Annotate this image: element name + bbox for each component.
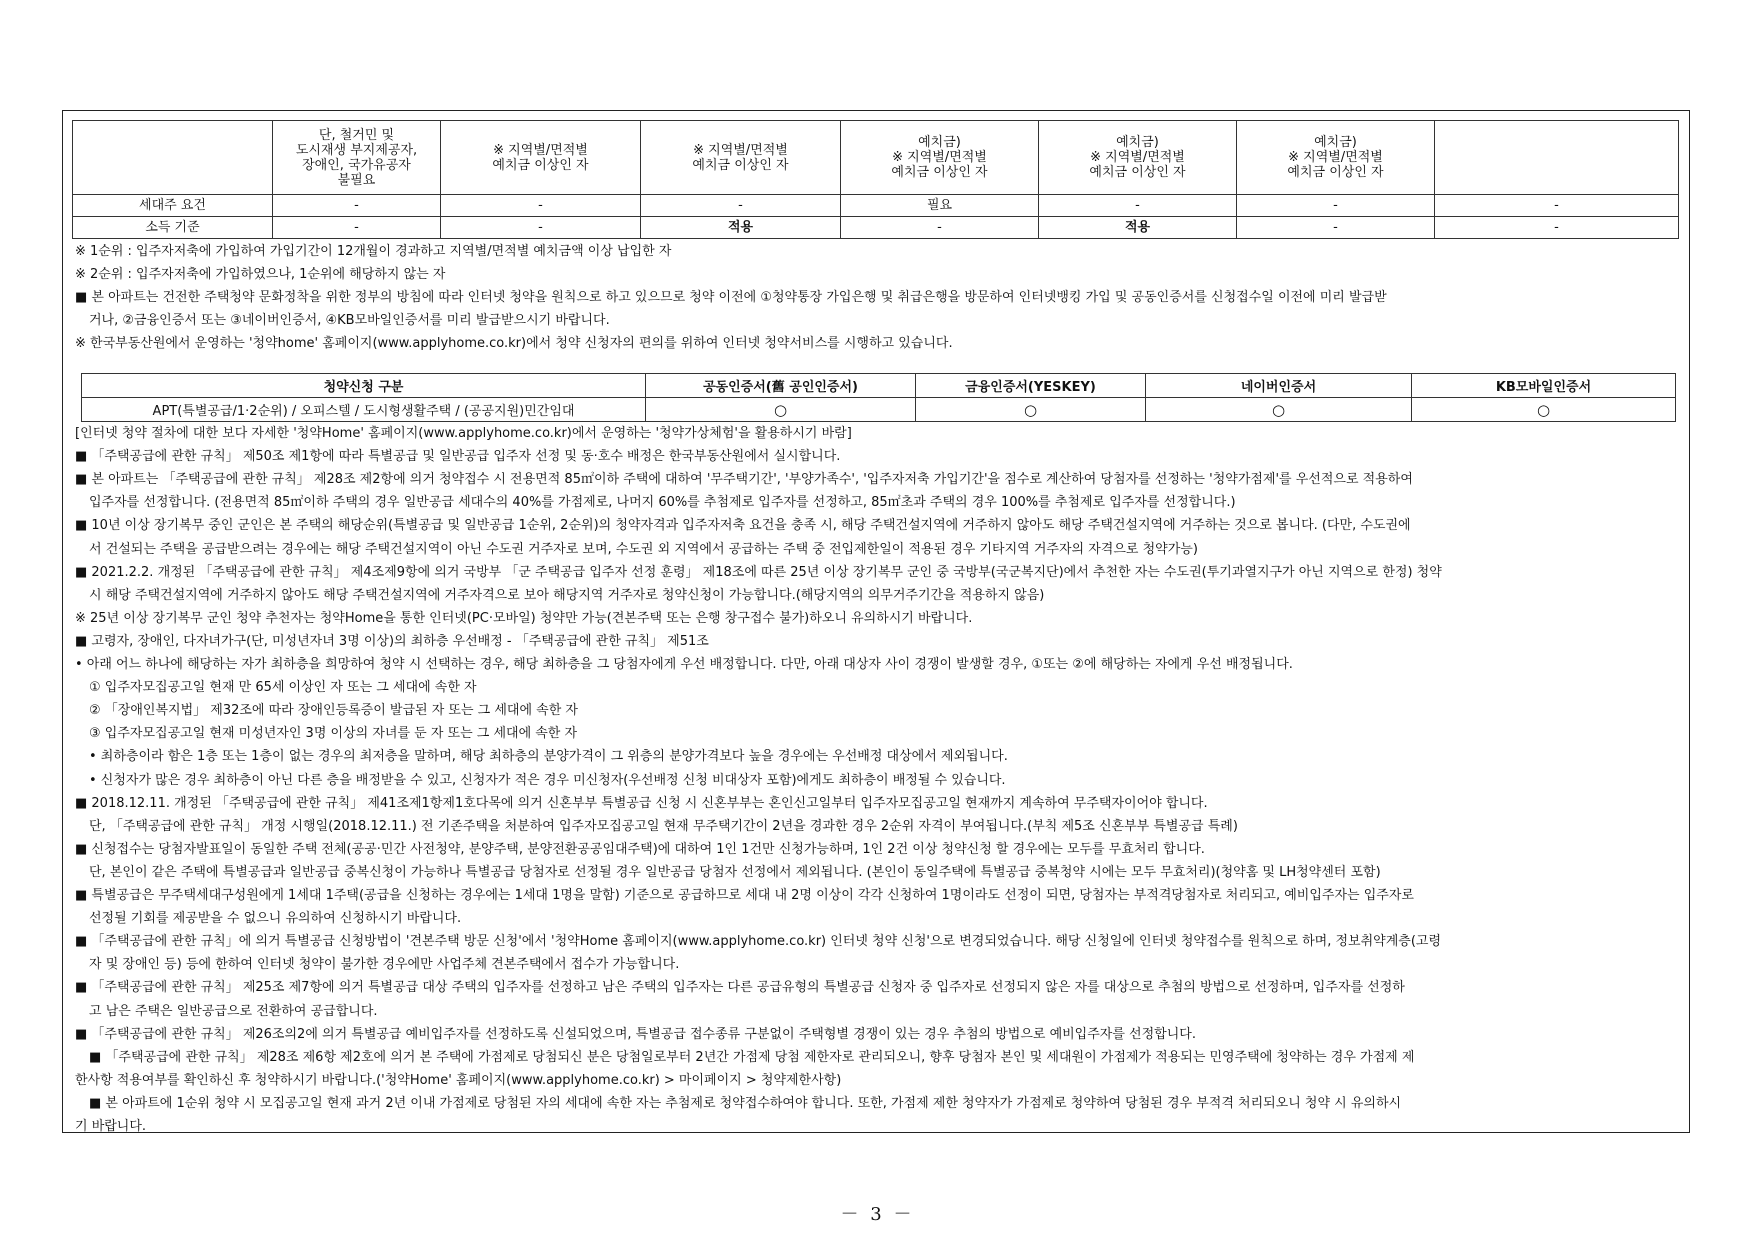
body-line: ■ 신청접수는 당첨자발표일이 동일한 주택 전체(공공·민간 사전청약, 분양주택, 분양전환공공임대주택)에 대하여 1인 1건만 신청가능하며, 1인 2건 이상 청약신청 할 경우에는 모두를 무효처리 합니다.	[75, 841, 1205, 857]
table-cell: ○	[916, 398, 1146, 422]
table-cell: -	[441, 195, 641, 217]
body-line: ■ 본 아파트는 「주택공급에 관한 규칙」 제28조 제2항에 의거 청약접수 시 전용면적 85㎡이하 주택에 대하여 '무주택기간', '부양가족수', '입주자저축 가입기간'을 점수로 계산하여 당첨자를 선정하는 '청약가점제'를 우선적으로 적용하여	[75, 472, 1413, 488]
note-line: ※ 2순위 : 입주자저축에 가입하였으나, 1순위에 해당하지 않는 자	[75, 267, 446, 282]
body-line: 선정될 기회를 제공받을 수 없으니 유의하여 신청하시기 바랍니다.	[89, 911, 462, 927]
body-line: 한사항 적용여부를 확인하신 후 청약하시기 바랍니다.('청약Home' 홈페이지(www.applyhome.co.kr) > 마이페이지 > 청약제한사항)	[75, 1072, 842, 1088]
body-line: 시 해당 주택건설지역에 거주하지 않아도 해당 주택건설지역에 거주자격으로 보아 해당지역 거주자로 청약신청이 가능합니다.(해당지역의 의무거주기간을 적용하지 않음)	[89, 587, 1045, 603]
table-cell: -	[841, 217, 1039, 239]
body-line: 단, 「주택공급에 관한 규칙」 개정 시행일(2018.12.11.) 전 기존주택을 처분하여 입주자모집공고일 현재 무주택기간이 2년을 경과한 경우 2순위 자격이 부여됩니다.(부칙 제5조 신혼부부 특별공급 특례)	[89, 818, 1238, 834]
body-line: ※ 25년 이상 장기복무 군인 청약 추천자는 청약Home을 통한 인터넷(PC·모바일) 청약만 가능(견본주택 또는 은행 창구접수 불가)하오니 유의하시기 바랍니다.	[75, 610, 973, 626]
body-line: ■ 「주택공급에 관한 규칙」 제26조의2에 의거 특별공급 예비입주자를 선정하도록 신설되었으며, 특별공급 접수종류 구분없이 주택형별 경쟁이 있는 경우 추첨의 방법으로 예비입주자를 선정합니다.	[75, 1026, 1196, 1042]
table-cell: 예치금) ※ 지역별/면적별 예치금 이상인 자	[1237, 121, 1435, 195]
table-cell: 예치금) ※ 지역별/면적별 예치금 이상인 자	[1039, 121, 1237, 195]
table-cell: 예치금) ※ 지역별/면적별 예치금 이상인 자	[841, 121, 1039, 195]
table-cell	[73, 121, 273, 195]
column-header: 청약신청 구분	[82, 374, 646, 398]
body-line: 단, 본인이 같은 주택에 특별공급과 일반공급 중복신청이 가능하나 특별공급 당첨자로 선정될 경우 일반공급 당첨자 선정에서 제외됩니다. (본인이 동일주택에 특별공급 중복청약 시에는 모두 무효처리)(청약홈 및 LH청약센터 포함)	[89, 864, 1381, 880]
body-line: ■ 「주택공급에 관한 규칙」 제25조 제7항에 의거 특별공급 대상 주택의 입주자를 선정하고 남은 주택의 입주자는 다른 공급유형의 특별공급 신청자 중 입주자로 선정되지 않은 자를 대상으로 추첨의 방법으로 선정하며, 입주자를 선정하	[75, 980, 1405, 996]
body-line: 자 및 장애인 등) 등에 한하여 인터넷 청약이 불가한 경우에만 사업주체 견본주택에서 접수가 가능합니다.	[89, 957, 680, 973]
table-cell: APT(특별공급/1·2순위) / 오피스텔 / 도시형생활주택 / (공공지원)민간임대	[82, 398, 646, 422]
body-line: [인터넷 청약 절차에 대한 보다 자세한 '청약Home' 홈페이지(www.applyhome.co.kr)에서 운영하는 '청약가상체험'을 활용하시기 바람]	[75, 426, 852, 441]
table-cell: ○	[1412, 398, 1676, 422]
body-line: ■ 「주택공급에 관한 규칙」 제50조 제1항에 따라 특별공급 및 일반공급 입주자 선정 및 동·호수 배정은 한국부동산원에서 실시합니다.	[75, 449, 841, 465]
table-row	[73, 217, 1679, 239]
table-cell: -	[1039, 195, 1237, 217]
body-line: 기 바랍니다.	[75, 1119, 147, 1134]
certificate-table	[81, 373, 1676, 422]
body-line: ■ 2018.12.11. 개정된 「주택공급에 관한 규칙」 제41조제1항제1호다목에 의거 신혼부부 특별공급 신청 시 신혼부부는 혼인신고일부터 입주자모집공고일 현재까지 계속하여 무주택자이어야 합니다.	[75, 795, 1208, 811]
body-line: ■ 「주택공급에 관한 규칙」에 의거 특별공급 신청방법이 '견본주택 방문 신청'에서 '청약Home 홈페이지(www.applyhome.co.kr) 인터넷 청약 신청'으로 변경되었습니다. 해당 신청일에 인터넷 청약접수를 원칙으로 하며, 정보취약계층(고령	[75, 934, 1442, 950]
note-line: ■ 본 아파트는 건전한 주택청약 문화정착을 위한 정부의 방침에 따라 인터넷 청약을 원칙으로 하고 있으므로 청약 이전에 ①청약통장 가입은행 및 취급은행을 방문하여 인터넷뱅킹 가입 및 공동인증서를 신청접수일 이전에 미리 발급받	[75, 290, 1387, 305]
column-header: 금융인증서(YESKEY)	[916, 374, 1146, 398]
table-cell: -	[641, 195, 841, 217]
body-line: • 신청자가 많은 경우 최하층이 아닌 다른 층을 배정받을 수 있고, 신청자가 적은 경우 미신청자(우선배정 신청 비대상자 포함)에게도 최하층이 배정될 수 있습니다.	[89, 772, 1006, 788]
note-line: 거나, ②금융인증서 또는 ③네이버인증서, ④KB모바일인증서를 미리 발급받으시기 바랍니다.	[89, 313, 610, 328]
table-cell: -	[273, 195, 441, 217]
column-header: KB모바일인증서	[1412, 374, 1676, 398]
body-line: ■ 본 아파트에 1순위 청약 시 모집공고일 현재 과거 2년 이내 가점제로 당첨된 자의 세대에 속한 자는 추첨제로 청약접수하여야 합니다. 또한, 가점제 제한 청약자가 가점제로 청약하여 당첨된 경우 부적격 처리되오니 청약 시 유의하시	[89, 1095, 1402, 1111]
page-frame	[62, 110, 1690, 1133]
table-cell: 단, 철거민 및 도시재생 부지제공자, 장애인, 국가유공자 불필요	[273, 121, 441, 195]
column-header: 공동인증서(舊 공인인증서)	[646, 374, 916, 398]
table-cell: ※ 지역별/면적별 예치금 이상인 자	[441, 121, 641, 195]
body-line: ■ 고령자, 장애인, 다자녀가구(단, 미성년자녀 3명 이상)의 최하층 우선배정 - 「주택공급에 관한 규칙」 제51조	[75, 633, 709, 649]
table-cell: 필요	[841, 195, 1039, 217]
row-label: 세대주 요건	[73, 195, 273, 217]
body-line: • 최하층이라 함은 1층 또는 1층이 없는 경우의 최저층을 말하며, 해당 최하층의 분양가격이 그 위층의 분양가격보다 높을 경우에는 우선배정 대상에서 제외됩니다.	[89, 749, 1008, 765]
body-line: • 아래 어느 하나에 해당하는 자가 최하층을 희망하여 청약 시 선택하는 경우, 해당 최하층을 그 당첨자에게 우선 배정합니다. 다만, 아래 대상자 사이 경쟁이 발생할 경우, ①또는 ②에 해당하는 자에게 우선 배정됩니다.	[75, 657, 1293, 672]
body-line: ③ 입주자모집공고일 현재 미성년자인 3명 이상의 자녀를 둔 자 또는 그 세대에 속한 자	[89, 726, 578, 742]
table-header-row	[82, 374, 1676, 398]
table-cell: ※ 지역별/면적별 예치금 이상인 자	[641, 121, 841, 195]
table-cell: -	[1435, 195, 1679, 217]
table-cell: -	[1237, 195, 1435, 217]
table-cell	[1435, 121, 1679, 195]
table-row	[73, 195, 1679, 217]
body-line: ② 「장애인복지법」 제32조에 따라 장애인등록증이 발급된 자 또는 그 세대에 속한 자	[89, 703, 578, 719]
column-header: 네이버인증서	[1146, 374, 1412, 398]
body-line: 입주자를 선정합니다. (전용면적 85㎡이하 주택의 경우 일반공급 세대수의 40%를 가점제로, 나머지 60%를 추첨제로 입주자를 선정하고, 85㎡초과 주택의 경우 100%를 추첨제로 입주자를 선정합니다.)	[89, 495, 1236, 511]
table-cell: -	[441, 217, 641, 239]
table-row	[82, 398, 1676, 422]
page-number: － 3 －	[840, 1204, 915, 1225]
body-line: ■ 「주택공급에 관한 규칙」 제28조 제6항 제2호에 의거 본 주택에 가점제로 당첨되신 분은 당첨일로부터 2년간 가점제 당첨 제한자로 관리되오니, 향후 당첨자 본인 및 세대원이 가점제가 적용되는 민영주택에 청약하는 경우 가점제 제	[89, 1049, 1415, 1065]
body-line: ■ 10년 이상 장기복무 중인 군인은 본 주택의 해당순위(특별공급 및 일반공급 1순위, 2순위)의 청약자격과 입주자저축 요건을 충족 시, 해당 주택건설지역에 거주하지 않아도 해당 주택건설지역에 거주하는 것으로 봅니다. (다만, 수도권에	[75, 518, 1411, 534]
note-line: ※ 1순위 : 입주자저축에 가입하여 가입기간이 12개월이 경과하고 지역별/면적별 예치금액 이상 납입한 자	[75, 244, 672, 259]
table-cell: 적용	[1039, 217, 1237, 239]
table-cell: 적용	[641, 217, 841, 239]
eligibility-table	[72, 120, 1679, 239]
table-cell: -	[1237, 217, 1435, 239]
body-line: ■ 2021.2.2. 개정된 「주택공급에 관한 규칙」 제4조제9항에 의거 국방부 「군 주택공급 입주자 선정 훈령」 제18조에 따른 25년 이상 장기복무 군인 중 국방부(국군복지단)에서 추천한 자는 수도권(투기과열지구가 아닌 지역으로 한정) 청약	[75, 564, 1442, 580]
table-cell: ○	[1146, 398, 1412, 422]
table-cell: ○	[646, 398, 916, 422]
table-cell: -	[1435, 217, 1679, 239]
table-row	[73, 121, 1679, 195]
note-line: ※ 한국부동산원에서 운영하는 '청약home' 홈페이지(www.applyhome.co.kr)에서 청약 신청자의 편의를 위하여 인터넷 청약서비스를 시행하고 있습니다.	[75, 336, 953, 351]
body-line: ① 입주자모집공고일 현재 만 65세 이상인 자 또는 그 세대에 속한 자	[89, 680, 477, 696]
body-line: 고 남은 주택은 일반공급으로 전환하여 공급합니다.	[89, 1003, 378, 1019]
table-cell: -	[273, 217, 441, 239]
body-line: ■ 특별공급은 무주택세대구성원에게 1세대 1주택(공급을 신청하는 경우에는 1세대 1명을 말함) 기준으로 공급하므로 세대 내 2명 이상이 각각 신청하여 1명이라도 선정이 되면, 당첨자는 부적격당첨자로 처리되고, 예비입주자는 입주자로	[75, 888, 1414, 903]
row-label: 소득 기준	[73, 217, 273, 239]
body-line: 서 건설되는 주택을 공급받으려는 경우에는 해당 주택건설지역이 아닌 수도권 거주자로 보며, 수도권 외 지역에서 공급하는 주택 중 전입제한일이 적용된 경우 기타지역 거주자의 자격으로 청약가능)	[89, 541, 1198, 557]
